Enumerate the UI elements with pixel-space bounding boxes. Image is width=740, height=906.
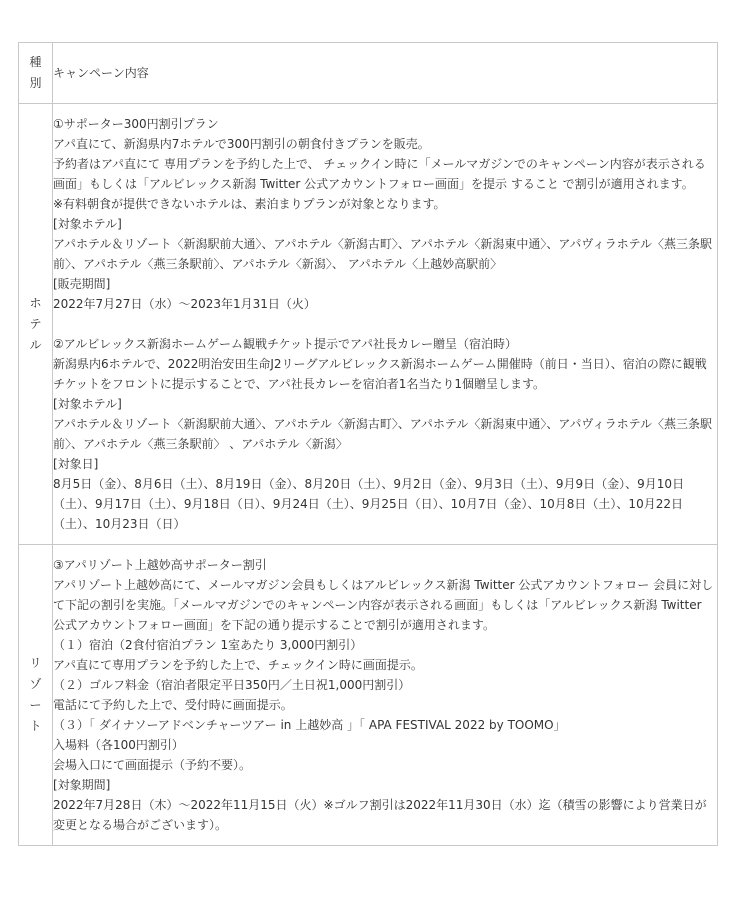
type-label-char: ゾ [29,677,42,691]
type-label-char: ー [29,698,42,712]
content-line: 予約者はアパ直にて 専用プランを予約した上で、 チェックイン時に「メールマガジンでのキャンペーン内容が表示される画面」もしくは「アルビレックス新潟 Twitter 公式アカウントフォロー画面」を提示 すること で割引が適用されます。 [53,157,706,191]
content-header-label: キャンペーン内容 [53,66,149,80]
table-row-resort [19,545,718,846]
type-header-char-1: 種 [29,55,42,69]
content-line: 2022年7月28日（木）～2022年11月15日（火）※ゴルフ割引は2022年11月30日（水）迄（積雪の影響により営業日が変更となる場合がございます）。 [53,798,707,832]
content-line: [対象ホテル] [53,397,122,411]
blank-line [53,314,717,334]
content-line: 入場料（各100円割引） [53,738,184,752]
content-line: ※有料朝食が提供できないホテルは、素泊まりプランが対象となります。 [53,197,446,211]
content-line: [対象期間] [53,778,111,792]
content-line: アパリゾート上越妙高にて、メールマガジン会員もしくはアルビレックス新潟 Twitter 公式アカウントフォロー 会員に対して下記の割引を実施。「メールマガジンでのキャンペーン内容が表示される画面」もしくは「アルビレックス新潟 Twitter 公式アカウントフォロー画面」を下記の通り提示することで割引が適用されます。 [53,578,714,632]
content-line: アパホテル＆リゾート〈新潟駅前大通〉、アパホテル〈新潟古町〉、アパホテル〈新潟東中通〉、アパヴィラホテル〈燕三条駅前〉、アパホテル〈燕三条駅前〉、アパホテル〈新潟〉、 アパホテル〈上越妙高駅前〉 [53,237,713,271]
type-label-char: ト [29,719,42,733]
type-header-char-2: 別 [29,76,42,90]
table-header-row [19,43,718,104]
content-cell-resort [53,545,718,846]
type-header-cell [19,43,53,104]
type-label-char: テ [29,316,42,331]
content-line: アパホテル＆リゾート〈新潟駅前大通〉、アパホテル〈新潟古町〉、アパホテル〈新潟東中通〉、アパヴィラホテル〈燕三条駅前〉、アパホテル〈燕三条駅前〉 、アパホテル〈新潟〉 [53,417,713,451]
content-line: [対象日] [53,457,99,471]
content-line: ③アパリゾート上越妙高サポーター割引 [53,558,267,572]
type-label-char: リ [29,656,42,670]
content-line: [対象ホテル] [53,217,122,231]
type-cell-resort [19,545,53,846]
content-line: 2022年7月27日（水）～2023年1月31日（火） [53,297,316,311]
content-line: ①サポーター300円割引プラン [53,117,219,131]
content-line: アパ直にて専用プランを予約した上で、チェックイン時に画面提示。 [53,658,423,672]
type-label-char: ル [29,337,42,352]
content-line: （３）「 ダイナソーアドベンチャーツアー in 上越妙高 」「 APA FESTIVAL 2022 by TOOMO」 [53,718,566,732]
content-line: 8月5日（金）、8月6日（土）、8月19日（金）、8月20日（土）、9月2日（金）、9月3日（土）、9月9日（金）、9月10日（土）、9月17日（土）、9月18日（日）、9月24日（土）、9月25日（日）、10月7日（金）、10月8日（土）、10月22日（土）、10月23日（日） [53,477,685,531]
campaign-table [18,42,718,846]
content-line: 新潟県内6ホテルで、2022明治安田生命J2リーグアルビレックス新潟ホームゲーム開催時（前日・当日）、宿泊の際に観戦チケットをフロントに提示することで、アパ社長カレーを宿泊者1名当たり1個贈呈します。 [53,357,707,391]
content-line: アパ直にて、新潟県内7ホテルで300円割引の朝食付きプランを販売。 [53,137,430,151]
content-header-cell [53,43,718,104]
content-line: （１）宿泊（2食付宿泊プラン 1室あたり 3,000円割引） [53,638,363,652]
content-line: ②アルビレックス新潟ホームゲーム観戦チケット提示でアパ社長カレー贈呈（宿泊時） [53,337,518,351]
content-line: （２）ゴルフ料金（宿泊者限定平日350円／土日祝1,000円割引） [53,678,411,692]
type-label-char: ホ [29,295,42,310]
content-cell-hotel [53,104,718,545]
content-line: [販売期間] [53,277,111,291]
content-line: 会場入口にて画面提示（予約不要）。 [53,758,252,772]
table-row-hotel [19,104,718,545]
content-line: 電話にて予約した上で、受付時に画面提示。 [53,698,293,712]
type-cell-hotel [19,104,53,545]
